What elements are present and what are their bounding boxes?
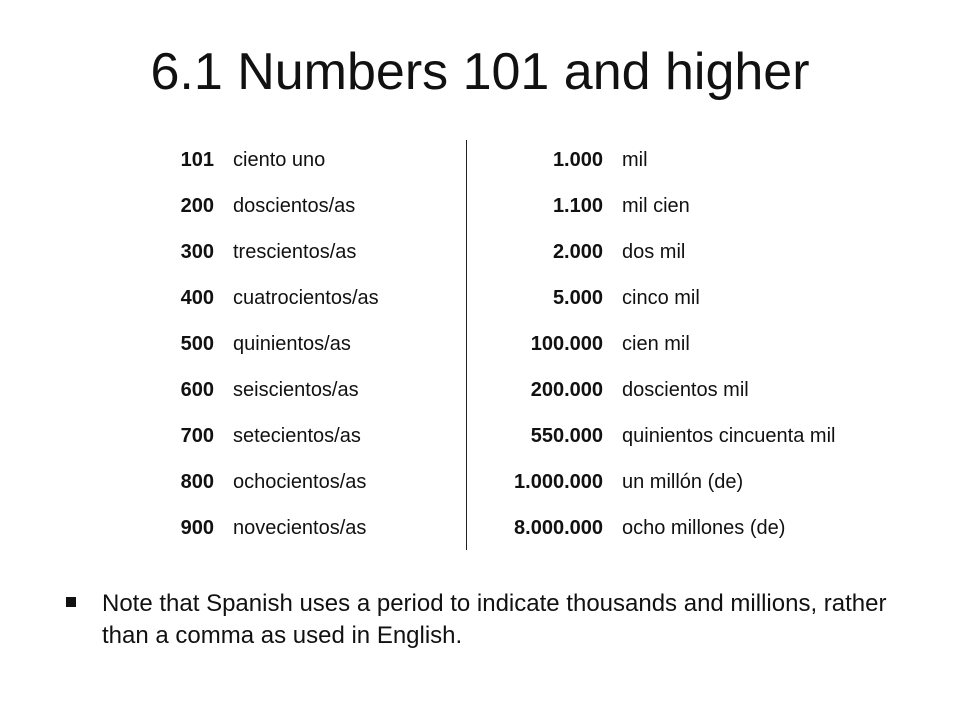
number-right: 550.000 (530, 425, 603, 447)
table-row (0, 367, 960, 413)
word-right: quinientos cincuenta mil (622, 425, 836, 447)
number-left: 600 (180, 379, 214, 401)
table-row (0, 183, 960, 229)
word-left: ochocientos/as (233, 471, 367, 493)
number-right: 5.000 (552, 287, 603, 309)
table-row (0, 459, 960, 505)
square-bullet-icon (66, 597, 76, 607)
word-left: doscientos/as (233, 195, 356, 217)
word-right: ocho millones (de) (622, 517, 786, 539)
number-right: 8.000.000 (514, 517, 603, 539)
word-left: ciento uno (233, 149, 326, 171)
word-left: cuatrocientos/as (233, 287, 379, 309)
table-row (0, 413, 960, 459)
table-row (0, 137, 960, 183)
number-right: 2.000 (552, 241, 603, 263)
word-left: quinientos/as (233, 333, 351, 355)
word-right: mil (622, 149, 648, 171)
word-right: cien mil (622, 333, 690, 355)
word-left: novecientos/as (233, 517, 367, 539)
word-right: doscientos mil (622, 379, 749, 401)
table-row (0, 229, 960, 275)
number-right: 1.000 (552, 149, 603, 171)
number-right: 100.000 (530, 333, 603, 355)
number-right: 1.000.000 (514, 471, 603, 493)
number-left: 900 (180, 517, 214, 539)
word-left: setecientos/as (233, 425, 361, 447)
note-text: Note that Spanish uses a period to indicate thousands and millions, rather than a comma as used in English. (102, 590, 887, 649)
table-row (0, 505, 960, 551)
word-right: cinco mil (622, 287, 700, 309)
number-right: 200.000 (530, 379, 603, 401)
word-right: un millón (de) (622, 471, 744, 493)
number-right: 1.100 (552, 195, 603, 217)
number-left: 500 (180, 333, 214, 355)
number-left: 700 (180, 425, 214, 447)
word-left: trescientos/as (233, 241, 357, 263)
number-left: 101 (180, 149, 214, 171)
word-right: mil cien (622, 195, 690, 217)
word-right: dos mil (622, 241, 686, 263)
number-left: 200 (180, 195, 214, 217)
table-row (0, 321, 960, 367)
number-left: 400 (180, 287, 214, 309)
table-row (0, 275, 960, 321)
number-left: 300 (180, 241, 214, 263)
word-left: seiscientos/as (233, 379, 359, 401)
slide-title: 6.1 Numbers 101 and higher (150, 43, 810, 101)
numbers-table (0, 137, 960, 551)
number-left: 800 (180, 471, 214, 493)
